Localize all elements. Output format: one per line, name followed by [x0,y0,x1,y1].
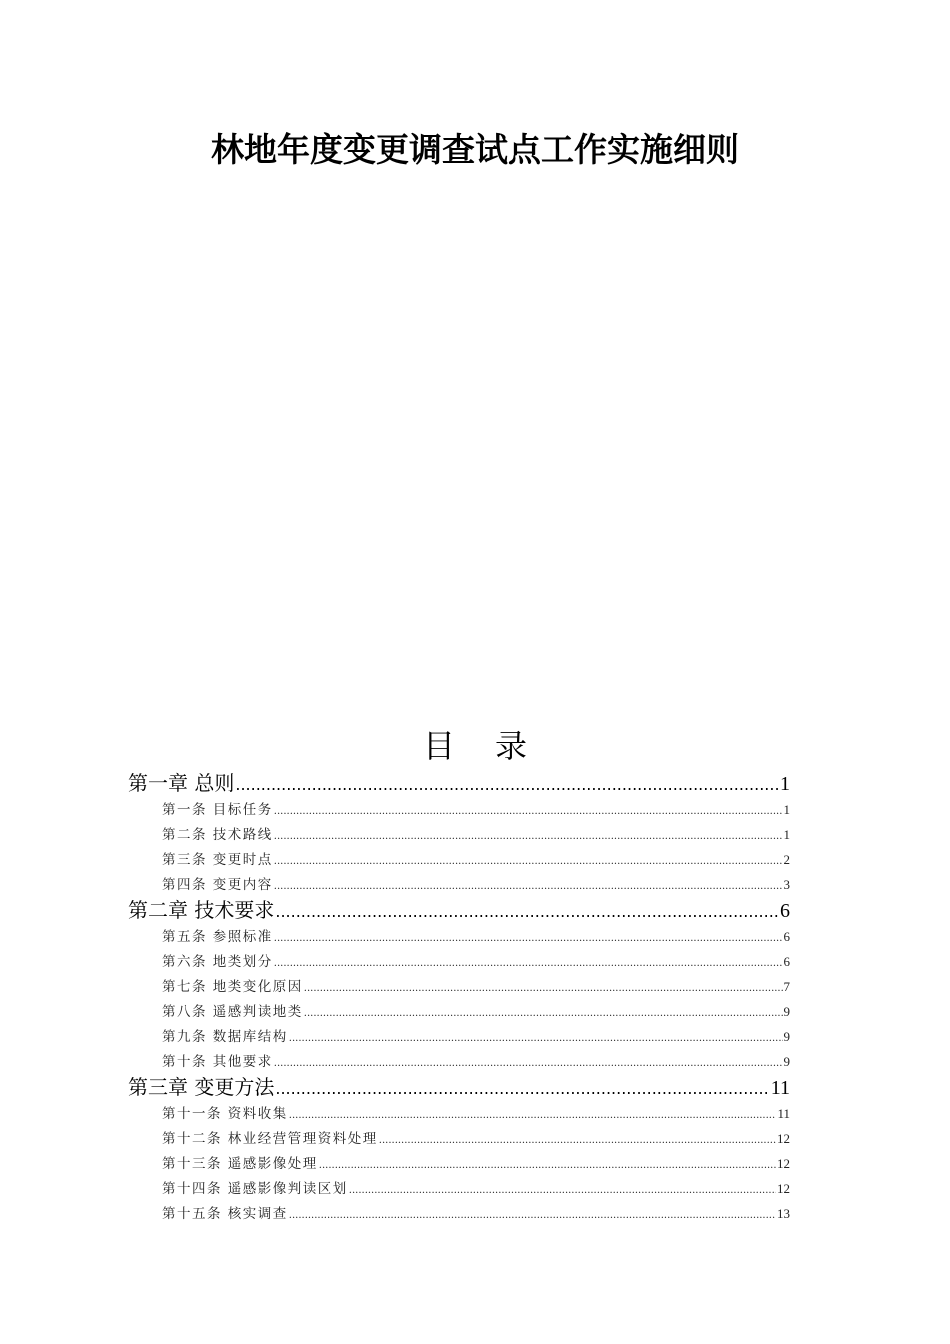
toc-page-number: 12 [777,1156,790,1171]
toc-dot-leader [275,1075,769,1102]
toc-article-entry[interactable] [128,1151,790,1176]
toc-entry-label: 第四条 变更内容 [162,877,273,893]
toc-heading-part2: 录 [495,727,528,765]
toc-article-entry[interactable] [128,872,790,897]
toc-article-entry[interactable] [128,847,790,872]
toc-page-number: 6 [780,900,790,922]
toc-page-number: 6 [783,954,790,969]
toc-entry-label: 第二条 技术路线 [162,827,273,843]
toc-dot-leader [304,976,783,1001]
toc-article-entry[interactable] [128,1201,790,1226]
toc-dot-leader [274,1051,783,1076]
toc-page-number: 1 [783,802,790,817]
toc-page-number: 3 [783,877,790,892]
toc-chapter-entry[interactable] [128,897,790,924]
toc-article-entry[interactable] [128,1126,790,1151]
toc-entry-label: 第十三条 遥感影像处理 [162,1156,318,1172]
toc-entry-label: 第一章 总则 [128,771,235,795]
toc-dot-leader [304,1001,783,1026]
toc-entry-label: 第三章 变更方法 [128,1075,275,1099]
toc-dot-leader [274,951,783,976]
toc-entry-label: 第十一条 资料收集 [162,1106,288,1122]
toc-page-number: 9 [783,1004,790,1019]
toc-page-number: 9 [783,1029,790,1044]
toc-entry-label: 第五条 参照标准 [162,929,273,945]
toc-page-number: 1 [780,773,790,795]
toc-page-number: 6 [783,929,790,944]
toc-article-entry[interactable] [128,1101,790,1126]
toc-dot-leader [274,926,783,951]
toc-article-entry[interactable] [128,797,790,822]
toc-entry-label: 第十五条 核实调查 [162,1206,288,1222]
toc-entry-label: 第一条 目标任务 [162,802,273,818]
toc-chapter-entry[interactable] [128,770,790,797]
toc-entry-label: 第三条 变更时点 [162,852,273,868]
toc-page-number: 12 [777,1131,790,1146]
toc-article-entry[interactable] [128,974,790,999]
toc-dot-leader [319,1153,776,1178]
document-title: 林地年度变更调查试点工作实施细则 [211,130,739,169]
toc-dot-leader [349,1178,776,1203]
toc-dot-leader [275,898,779,925]
toc-article-entry[interactable] [128,822,790,847]
toc-article-entry[interactable] [128,999,790,1024]
toc-page-number: 2 [783,852,790,867]
toc-page-number: 13 [777,1206,790,1221]
toc-entry-label: 第十条 其他要求 [162,1054,273,1070]
toc-heading-part1: 目 [422,727,455,765]
toc-dot-leader [235,771,779,798]
toc-dot-leader [289,1103,777,1128]
toc-entry-label: 第八条 遥感判读地类 [162,1004,303,1020]
toc-entry-label: 第二章 技术要求 [128,898,275,922]
table-of-contents [128,770,790,1226]
toc-article-entry[interactable] [128,1024,790,1049]
toc-heading [0,724,950,768]
toc-entry-label: 第九条 数据库结构 [162,1029,288,1045]
toc-page-number: 11 [770,1077,790,1099]
toc-entry-label: 第六条 地类划分 [162,954,273,970]
toc-entry-label: 第七条 地类变化原因 [162,979,303,995]
toc-chapter-entry[interactable] [128,1074,790,1101]
toc-page-number: 9 [783,1054,790,1069]
toc-page-number: 11 [777,1106,790,1121]
toc-dot-leader [289,1203,776,1228]
toc-dot-leader [289,1026,783,1051]
toc-dot-leader [274,824,783,849]
toc-page-number: 12 [777,1181,790,1196]
toc-article-entry[interactable] [128,1049,790,1074]
toc-page-number: 7 [783,979,790,994]
toc-dot-leader [274,849,783,874]
toc-entry-label: 第十四条 遥感影像判读区划 [162,1181,348,1197]
toc-dot-leader [379,1128,776,1153]
toc-page-number: 1 [783,827,790,842]
toc-entry-label: 第十二条 林业经营管理资料处理 [162,1131,378,1147]
toc-article-entry[interactable] [128,949,790,974]
toc-dot-leader [274,799,783,824]
toc-article-entry[interactable] [128,924,790,949]
toc-dot-leader [274,874,783,899]
toc-article-entry[interactable] [128,1176,790,1201]
